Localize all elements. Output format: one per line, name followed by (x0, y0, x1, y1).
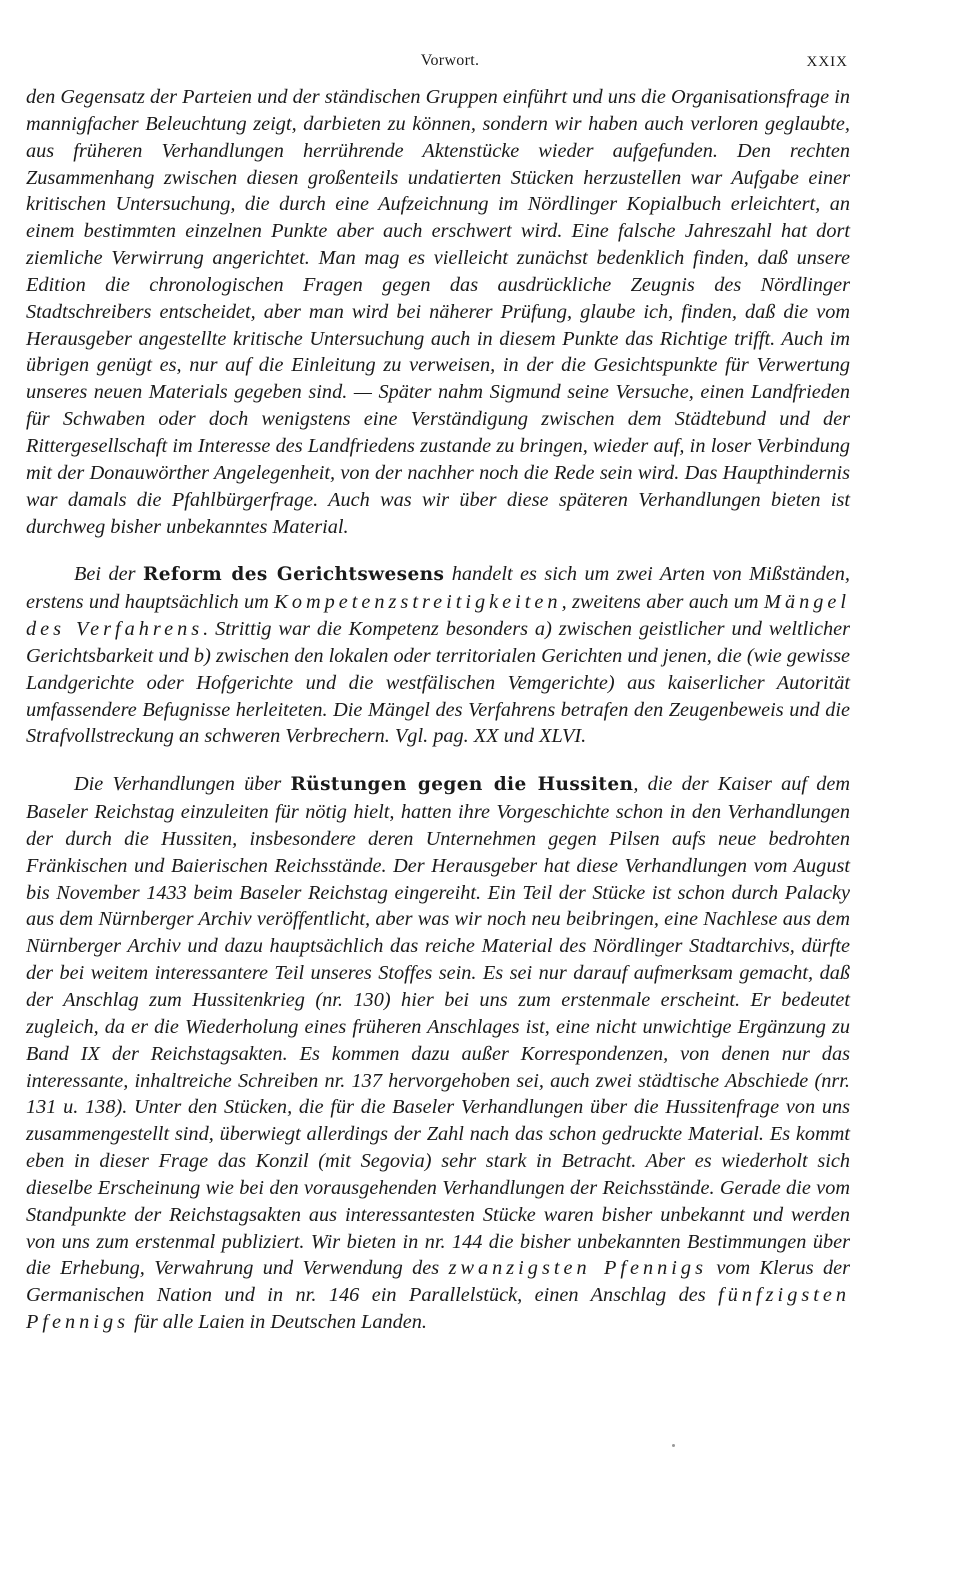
paragraph-text: für alle Laien in Deutschen Landen. (128, 1311, 427, 1334)
paragraph-text: handelt es sich um zwei Arten von Mißständen, erstens und hauptsächlich um (26, 563, 850, 614)
paragraph-text: vom Klerus der Germanischen Nation und in nr. 146 ein Parallelstück, einen Anschlag des (26, 1257, 850, 1307)
running-head: Vorwort. (420, 52, 480, 69)
paragraph-text: Bei der (74, 563, 143, 586)
paragraph-text: , zweitens aber auch um (561, 591, 765, 614)
print-speck (672, 1444, 675, 1447)
paragraph-text: den Gegensatz der Parteien und der ständischen Gruppen einführt und uns die Organisationsfrage in mannigfacher Beleuchtung zeigt, darbieten zu können, sondern wir haben auch verloren geglaubte, aus früheren Verhandlungen herrührende Aktenstücke wieder aufgefunden. Den rechten Zusammenhang zwischen diesen großenteils undatierten Stücken herzustellen war Aufgabe einer kritischen Untersuchung, die durch eine Aufzeichnung im Nördlinger Kopialbuch erleichtert, an einem bestimmten einzelnen Punkte aber auch erschwert wird. Eine falsche Jahreszahl hat dort ziemliche Verwirrung angerichtet. Man mag es vielleicht zunächst bedenklich finden, daß unsere Edition die chronologischen Fragen gegen das ausdrückliche Zeugnis des Nördlinger Stadtschreibers entscheidet, aber man wird bei näherer Prüfung, glaube ich, finden, daß die vom Herausgeber angestellte kritische Untersuchung auch in diesem Punkte das Richtige trifft. Auch im übrigen genügt es, nur auf die Einleitung zu verweisen, in der die Gesichtspunkte für Verwertung unseres neuen Materials gegeben sind. — Später nahm Sigmund seine Versuche, einen Landfrieden für Schwaben oder doch wenigstens eine Verständigung zwischen dem Städtebund und der Rittergesellschaft im Interesse des Landfriedens zustande zu bringen, wieder auf, in loser Verbindung mit der Donauwörther Angelegenheit, von der nachher noch die Rede sein wird. Das Haupthindernis war damals die Pfahlbürgerfrage. Auch was wir über diese späteren Verhandlungen bieten ist durchweg bisher unbekanntes Material. (26, 86, 850, 538)
paragraph-hussiten (26, 771, 850, 1336)
page-number: XXIX (806, 54, 848, 70)
section-heading-emphasis: Rüstungen gegen die Hussiten (290, 774, 634, 796)
spaced-emphasis: Mängel des Verfahrens (26, 591, 850, 641)
paragraph-text: Die Verhandlungen über (74, 773, 291, 796)
page-body (26, 84, 850, 1336)
spaced-emphasis: Kompetenzstreitigkeiten (274, 591, 562, 614)
section-heading-emphasis: Reform des Gerichtswesens (142, 564, 445, 586)
page-header (0, 52, 960, 78)
paragraph-gerichtswesen (26, 561, 850, 750)
spaced-emphasis: zwanzigsten Pfennigs (448, 1257, 707, 1280)
paragraph-continuation (26, 84, 850, 540)
paragraph-text: , die der Kaiser auf dem Baseler Reichstag einzuleiten für nötig hielt, hatten ihre Vorgeschichte schon in den Verhandlungen der durch die Hussiten, insbesondere deren Unternehmen gegen Pilsen aufs neue bedrohten Fränkischen und Baierischen Reichsstände. Der Herausgeber hat diese Verhandlungen vom August bis November 1433 beim Baseler Reichstag eingereiht. Ein Teil der Stücke ist schon durch Palacky aus dem Nürnberger Archiv veröffentlicht, aber was wir noch neu beibringen, eine Nachlese aus dem Nürnberger Archiv und dazu hauptsächlich das reiche Material des Nördlinger Stadtarchivs, dürfte der bei weitem interessantere Teil unseres Stoffes sein. Es sei nur darauf aufmerksam gemacht, daß der Anschlag zum Hussitenkrieg (nr. 130) hier bei uns zum erstenmale erscheint. Er bedeutet zugleich, da er die Wiederholung eines früheren Anschlages ist, eine nicht unwichtige Ergänzung zu Band IX der Reichstagsakten. Es kommen dazu außer Korrespondenzen, von denen nur das interessante, inhaltreiche Schreiben nr. 137 hervorgehoben sei, auch zwei städtische Abschiede (nrr. 131 u. 138). Unter den Stücken, die für die Baseler Verhandlungen über die Hussitenfrage von uns zusammengestellt sind, überwiegt allerdings der Zahl nach das schon gedruckte Material. Es kommt eben in dieser Frage das Konzil (mit Segovia) sehr stark in Betracht. Aber es wiederholt sich dieselbe Erscheinung wie bei den vorausgehenden Verhandlungen der Reichsstände. Gerade die vom Standpunkte der Reichstagsakten aus interessantesten Stücke waren bisher unbekannt und werden von uns zum erstenmal publiziert. Wir bieten in nr. 144 die bisher unbekannten Bestimmungen über die Erhebung, Verwahrung und Verwendung des (26, 773, 850, 1280)
paragraph-text: . Strittig war die Kompetenz besonders a) zwischen geistlicher und weltlicher Gerichtsbarkeit und b) zwischen den lokalen oder territorialen Gerichten und jenen, die (wie gewisse Landgerichte oder Hofgerichte und die westfälischen Vemgerichte) aus kaiserlicher Autorität umfassendere Befugnisse herleiteten. Die Mängel des Verfahrens betrafen den Zeugenbeweis und die Strafvollstreckung an schweren Verbrechern. Vgl. pag. XX und XLVI. (26, 618, 850, 748)
spaced-emphasis: fünfzigsten Pfennigs (26, 1284, 850, 1334)
